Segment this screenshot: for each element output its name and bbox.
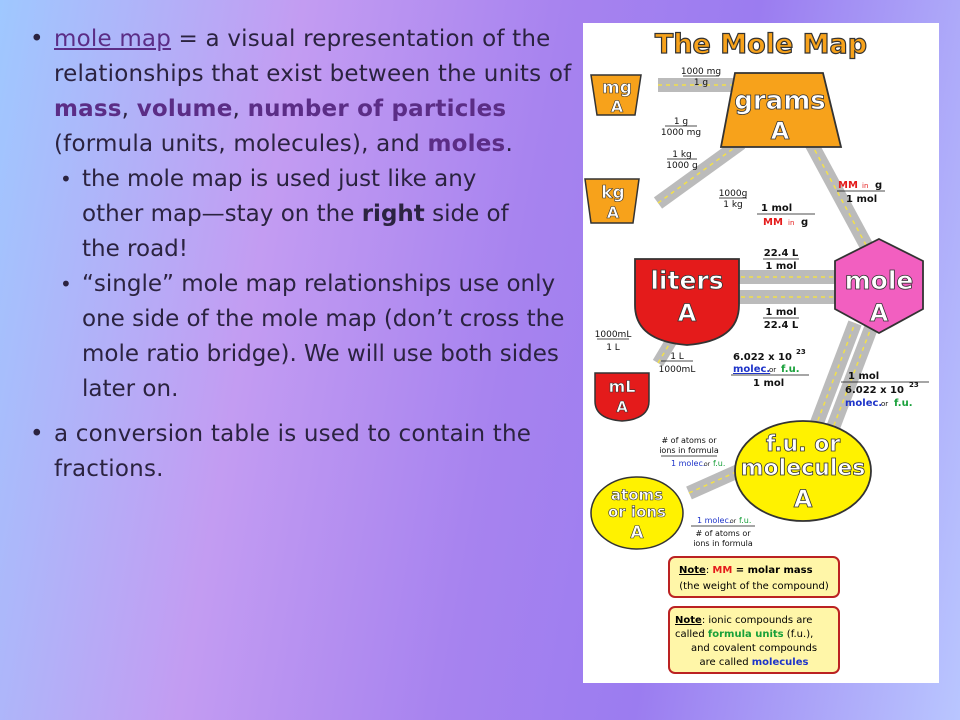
conv-molec2: molec. (845, 398, 883, 409)
conv-mm-top: MM (838, 180, 858, 191)
conv-kg-bot2: 1 kg (723, 200, 743, 210)
conv-avogadro-top: 6.022 x 10 (733, 352, 792, 363)
mole-label: mole (844, 266, 914, 295)
fu-a-label: A (793, 485, 813, 513)
sub-bullet-single-relationships (18, 267, 572, 407)
conv-atoms-note3: # of atoms or (695, 529, 751, 538)
conv-avogadro-top2: 1 mol (848, 371, 880, 382)
note2-line1 (675, 615, 812, 626)
conv-ml-top2: 1 L (670, 352, 684, 362)
term-right: right (361, 201, 425, 227)
period: . (505, 131, 513, 157)
conv-or: or (769, 366, 777, 374)
atoms-ions-node (591, 477, 683, 549)
mole-a-label: A (869, 299, 889, 327)
conv-one-molec2: 1 molec. (697, 516, 732, 525)
kg-label: kg (601, 183, 625, 203)
conv-atoms-note1: # of atoms or (661, 436, 717, 445)
conv-l-top: 22.4 L (763, 248, 799, 259)
conv-kg-bot: 1000 g (666, 161, 698, 171)
sub-bullet-text-end: side of the road! (82, 201, 509, 262)
mole-node (835, 239, 923, 333)
mole-map-panel (583, 23, 939, 683)
atoms-label-line1: atoms (610, 486, 664, 504)
conv-one-molec: 1 molec. (671, 459, 706, 468)
conv-avogadro-bot: 1 mol (753, 378, 785, 389)
note2-paren: (f.u.), (783, 629, 814, 640)
conv-ml-bot: 1 L (606, 343, 620, 353)
conv-fu4: f.u. (739, 516, 752, 525)
note2-fu: formula units (707, 629, 784, 640)
conv-or2: or (881, 400, 889, 408)
atoms-label-line2: or ions (608, 503, 666, 521)
slide-text (18, 22, 573, 487)
ml-a-label: A (616, 398, 628, 416)
grams-label: grams (734, 86, 826, 116)
conv-or4: or (730, 518, 737, 525)
conv-ml-bot2: 1000mL (658, 365, 696, 375)
note2-line2 (675, 629, 813, 640)
note2-line4 (700, 657, 809, 668)
bullet-dot: • (30, 421, 44, 447)
fu-label-line2: molecules (740, 456, 866, 481)
liters-a-label: A (677, 299, 697, 327)
conv-fu: f.u. (781, 364, 800, 375)
term-moles: moles (427, 131, 506, 157)
liters-label: liters (650, 266, 724, 295)
liters-node (635, 259, 739, 345)
definition-text: = a visual representation of the relationships that exist between the units of (54, 26, 572, 87)
conv-in2: in (788, 219, 795, 227)
kg-a-label: A (606, 203, 620, 222)
note1-mm: MM (712, 565, 733, 576)
bullet-dot: • (60, 167, 72, 191)
bullet-conversion-table (18, 417, 534, 487)
conv-avogadro-bot2: 6.022 x 10 (845, 385, 904, 396)
conv-mm-bot: 1 mol (846, 194, 878, 205)
ml-node (595, 373, 649, 421)
conv-g2: g (801, 217, 809, 228)
bullet-dot: • (30, 26, 44, 52)
conv-ml-top: 1000mL (594, 330, 632, 340)
note1-label: Note (679, 565, 706, 576)
comma: , (232, 96, 248, 122)
fu-molecules-node (735, 421, 871, 521)
fu-label-line1: f.u. or (765, 432, 841, 457)
mg-label: mg (602, 78, 632, 98)
conv-mm-bot2: MM (763, 217, 783, 228)
term-mass: mass (54, 96, 122, 122)
conv-atoms-note4: ions in formula (693, 539, 753, 548)
mg-node (591, 75, 641, 116)
note2-line3: and covalent compounds (690, 643, 818, 654)
conv-or3: or (704, 461, 711, 468)
conv-atoms-note2: ions in formula (659, 446, 719, 455)
note2-l2a: called (675, 629, 708, 640)
map-title: The Mole Map (654, 29, 868, 60)
note1-line1: Note: MM = molar mass (679, 565, 813, 576)
conv-g: g (875, 180, 883, 191)
note2-l4a: are called (699, 657, 752, 668)
bullet-dot: • (60, 272, 72, 296)
term-volume: volume (136, 96, 233, 122)
conv-l-bot2: 22.4 L (763, 320, 799, 331)
conv-mg-bot: 1 g (693, 78, 709, 88)
note2-label: Note (675, 615, 702, 626)
ml-label: mL (608, 377, 636, 396)
conv-l-bot: 1 mol (765, 261, 797, 272)
conv-mol-top: 1 mol (761, 203, 793, 214)
conv-kg-top2: 1000g (718, 189, 748, 199)
note-ionic-covalent (669, 607, 839, 673)
sub-bullet-text: “single” mole map relationships use only one side of the mole map (don’t cross the mole ratio bridge). We will use both sides later on. (82, 271, 565, 402)
term-mole-map: mole map (54, 26, 172, 52)
kg-node (585, 179, 639, 223)
conv-fu3: f.u. (713, 459, 726, 468)
bullet-mole-map-definition (18, 22, 573, 162)
note-molar-mass (669, 557, 839, 597)
note2-molecules: molecules (751, 657, 809, 668)
bullet-text: a conversion table is used to contain the fractions. (54, 421, 532, 482)
definition-text-rest: (formula units, molecules), and (54, 131, 428, 157)
note1-eq: = molar mass (732, 565, 813, 576)
conv-exp2: 23 (909, 381, 919, 389)
conv-exp: 23 (796, 348, 806, 356)
term-number-of-particles: number of particles (247, 96, 507, 122)
conv-molec: molec. (733, 364, 771, 375)
conv-mg-top2: 1 g (673, 117, 689, 127)
note1-line2: (the weight of the compound) (679, 581, 829, 592)
sub-bullet-text: the mole map is used just like any other map—stay on the (82, 166, 477, 227)
conv-mg-top: 1000 mg (680, 67, 722, 77)
sub-bullet-map-usage (18, 162, 522, 267)
mg-a-label: A (610, 97, 624, 116)
grams-node (721, 73, 841, 147)
note2-rest: : ionic compounds are (701, 615, 813, 626)
mole-map-diagram (583, 23, 939, 683)
comma: , (121, 96, 137, 122)
conv-kg-top: 1 kg (672, 150, 692, 160)
conv-in: in (862, 182, 869, 190)
conv-mg-bot2: 1000 mg (660, 128, 702, 138)
conv-fu2: f.u. (894, 398, 913, 409)
grams-a-label: A (770, 117, 790, 145)
conv-l-top2: 1 mol (765, 307, 797, 318)
atoms-a-label: A (630, 523, 644, 543)
